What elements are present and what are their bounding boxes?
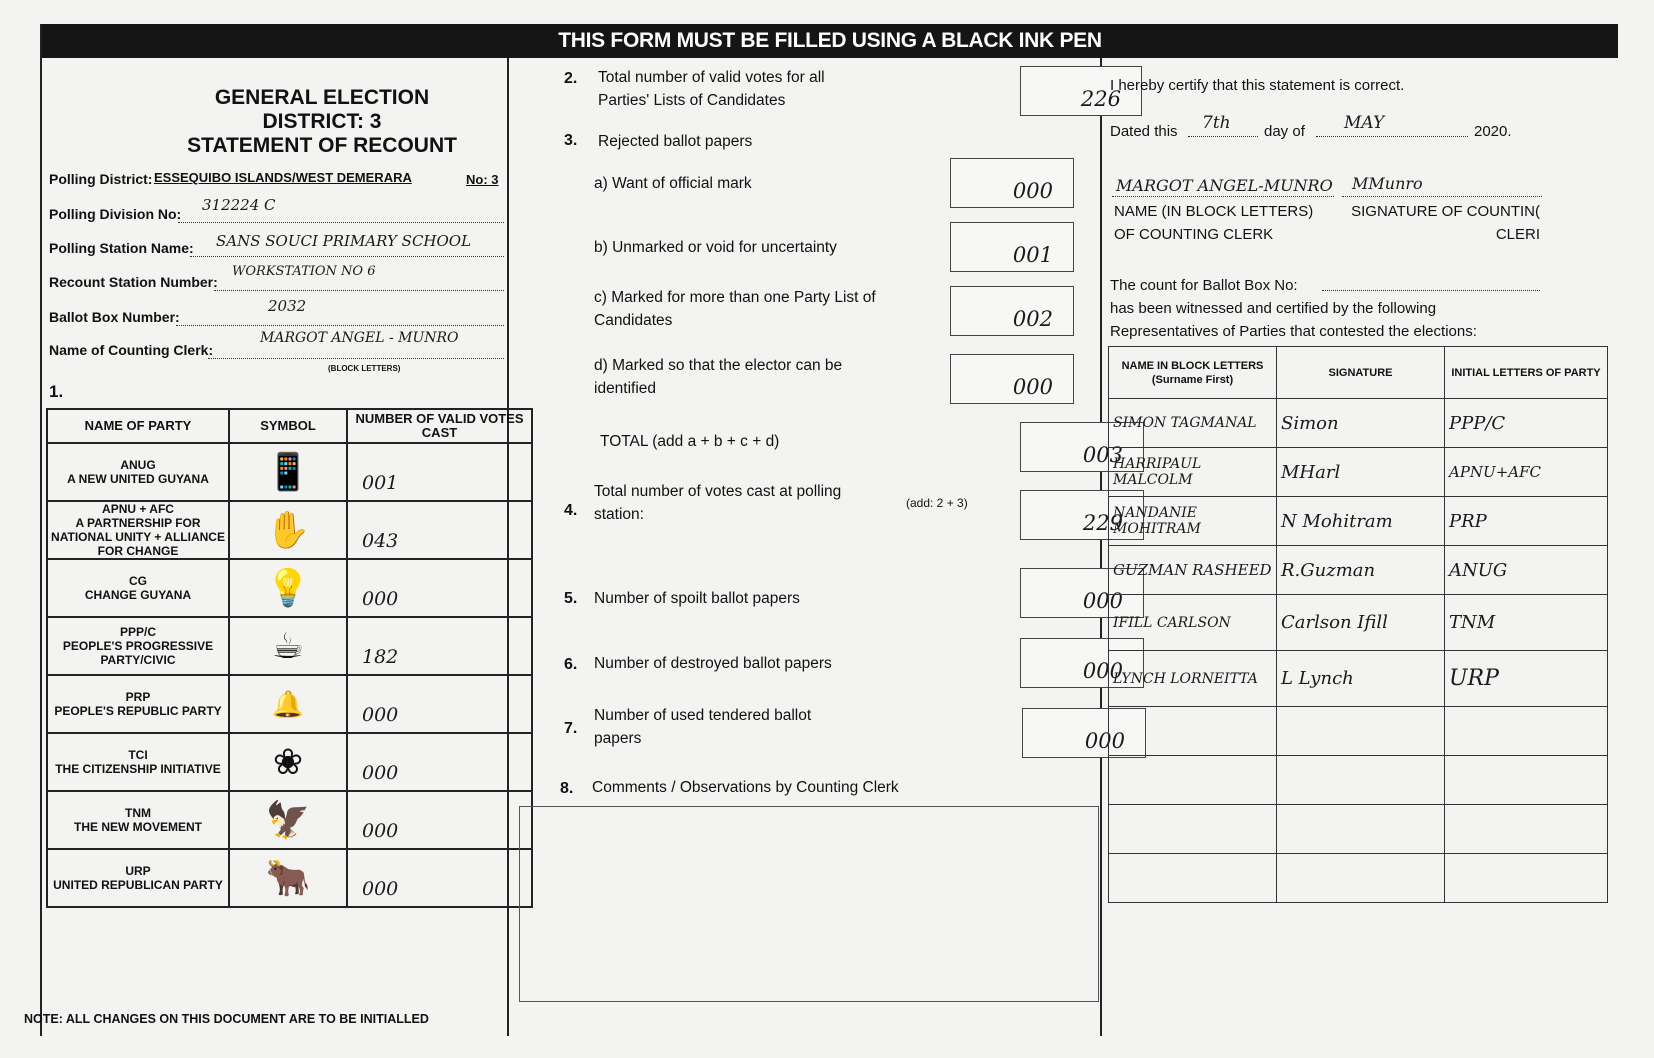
recount-station-line (214, 290, 504, 291)
party-row-anug (47, 443, 532, 501)
item-3-text: Rejected ballot papers (598, 133, 753, 150)
party-table-header (47, 409, 532, 443)
party-name-cell (47, 791, 229, 849)
dated-label: Dated this (1110, 123, 1178, 140)
unmarked-void-box (950, 222, 1074, 272)
rep-signature (1277, 756, 1445, 805)
item-4-line-1: Total number of votes cast at polling (594, 483, 842, 500)
rep-signature (1277, 805, 1445, 854)
counting-clerk-value: MARGOT ANGEL - MUNRO (260, 330, 459, 346)
total-rejected-text: TOTAL (add a + b + c + d) (600, 433, 780, 450)
rep-name (1109, 756, 1277, 805)
rep-row (1109, 448, 1608, 497)
dated-month-value: MAY (1344, 113, 1385, 133)
rep-row (1109, 595, 1608, 651)
party-full-name: UNITED REPUBLICAN PARTY (53, 878, 223, 892)
spoilt-ballots-value: 000 (1082, 589, 1123, 613)
title-line-1: GENERAL ELECTION (214, 86, 430, 109)
rep-signature: Simon (1277, 399, 1445, 448)
item-2-line-2: Parties' Lists of Candidates (598, 92, 786, 109)
party-full-name: CHANGE GUYANA (84, 588, 192, 602)
polling-district-label: Polling District: (49, 171, 153, 187)
rep-party (1445, 854, 1608, 903)
party-votes: 000 (347, 675, 532, 733)
rep-name (1109, 805, 1277, 854)
party-row-tci (47, 733, 532, 791)
hand-key-icon: ✋ (229, 501, 347, 559)
form-title (172, 86, 472, 158)
item-3d-line-1: d) Marked so that the elector can be (594, 357, 843, 374)
rep-row (1109, 651, 1608, 707)
party-votes: 000 (347, 791, 532, 849)
party-name-cell (47, 675, 229, 733)
party-name-cell (47, 733, 229, 791)
item-2-text (598, 66, 825, 112)
item-7-line-1: Number of used tendered ballot (594, 707, 812, 724)
item-7-text (594, 704, 811, 750)
party-votes-table (46, 408, 533, 908)
count-line-2: has been witnessed and certified by the following (1110, 300, 1437, 317)
clerk-name-value: MARGOT ANGEL-MUNRO (1116, 176, 1333, 195)
header-symbol: SYMBOL (229, 409, 347, 443)
party-row-urp (47, 849, 532, 907)
recount-station-label: Recount Station Number: (49, 274, 218, 290)
rep-party: URP (1445, 651, 1608, 707)
rep-row-empty (1109, 756, 1608, 805)
party-abbr: ANUG (120, 458, 156, 472)
item-7-line-2: papers (594, 730, 642, 747)
lantern-icon: 🔔 (229, 675, 347, 733)
eagle-icon: 🦅 (229, 791, 347, 849)
party-votes: 182 (347, 617, 532, 675)
party-full-name: THE CITIZENSHIP INITIATIVE (55, 762, 221, 776)
item-6-number: 6. (564, 656, 578, 673)
party-abbr: PRP (125, 690, 151, 704)
item-5-text: Number of spoilt ballot papers (594, 590, 800, 607)
elector-identified-box (950, 354, 1074, 404)
rep-row (1109, 497, 1608, 546)
comments-box[interactable] (519, 806, 1099, 1002)
rep-signature: Carlson Ifill (1277, 595, 1445, 651)
want-official-mark-box (950, 158, 1074, 208)
party-row-prp (47, 675, 532, 733)
polling-station-line (190, 256, 504, 257)
rep-name (1109, 707, 1277, 756)
party-votes: 043 (347, 501, 532, 559)
rep-row (1109, 546, 1608, 595)
item-3d-text (594, 354, 842, 400)
column-divider-right (1100, 58, 1102, 1036)
item-4-line-2: station: (594, 506, 644, 523)
rep-row-empty (1109, 805, 1608, 854)
cup-icon: ☕ (229, 617, 347, 675)
rep-name: IFILL CARLSON (1109, 595, 1277, 651)
item-7-number: 7. (564, 720, 578, 737)
item-3a-text: a) Want of official mark (594, 175, 752, 192)
party-name-cell (47, 501, 229, 559)
clerk-name-line (1112, 196, 1334, 197)
polling-district-value: ESSEQUIBO ISLANDS/WEST DEMERARA (154, 170, 412, 185)
title-line-2: DISTRICT: 3 (262, 110, 382, 133)
bull-icon: 🐂 (229, 849, 347, 907)
rep-name: GUZMAN RASHEED (1109, 546, 1277, 595)
item-5-number: 5. (564, 590, 578, 607)
rep-signature: N Mohitram (1277, 497, 1445, 546)
clerk-name-label-1: NAME (IN BLOCK LETTERS) (1114, 203, 1314, 220)
rep-party: PRP (1445, 497, 1608, 546)
clerk-name-label-2: OF COUNTING CLERK (1114, 226, 1274, 243)
year-text: 2020. (1474, 123, 1512, 140)
party-full-name: A NEW UNITED GUYANA (67, 472, 209, 486)
form-banner: THIS FORM MUST BE FILLED USING A BLACK INK PEN (42, 24, 1618, 58)
party-representatives-table (1108, 346, 1608, 903)
item-2-line-1: Total number of valid votes for all (598, 69, 825, 86)
party-abbr: TCI (128, 748, 148, 762)
rep-party: ANUG (1445, 546, 1608, 595)
clerk-signature-label (1350, 200, 1540, 246)
total-votes-cast-value: 229 (1082, 511, 1123, 535)
item-6-text: Number of destroyed ballot papers (594, 655, 832, 672)
polling-division-line (178, 222, 504, 223)
count-line-3: Representatives of Parties that contested the elections: (1110, 323, 1477, 340)
item-3c-line-1: c) Marked for more than one Party List of (594, 289, 876, 306)
count-witness-text (1110, 274, 1477, 343)
rep-name: SIMON TAGMANAL (1109, 399, 1277, 448)
party-votes: 000 (347, 559, 532, 617)
header-rep-signature: SIGNATURE (1277, 347, 1445, 399)
header-rep-name: NAME IN BLOCK LETTERS (Surname First) (1109, 347, 1277, 399)
party-row-pppc (47, 617, 532, 675)
rep-signature (1277, 707, 1445, 756)
clerk-signature-label-1: SIGNATURE OF COUNTIN( (1351, 203, 1540, 220)
party-row-tnm (47, 791, 532, 849)
party-name-cell (47, 443, 229, 501)
counting-clerk-label: Name of Counting Clerk: (49, 342, 214, 358)
item-8-number: 8. (560, 780, 574, 797)
total-rejected-value: 003 (1082, 443, 1123, 467)
title-line-3: STATEMENT OF RECOUNT (187, 134, 457, 157)
clerk-name-label (1114, 200, 1313, 246)
section-1-number: 1. (49, 382, 64, 401)
ballot-box-label: Ballot Box Number: (49, 309, 180, 325)
item-3d-line-2: identified (594, 380, 657, 397)
item-3c-line-2: Candidates (594, 312, 673, 329)
rep-table-header (1109, 347, 1608, 399)
rep-party: TNM (1445, 595, 1608, 651)
destroyed-ballots-value: 000 (1082, 659, 1123, 683)
dated-day-line (1188, 136, 1258, 137)
valid-votes-value: 226 (1080, 87, 1121, 111)
want-official-mark-value: 000 (1012, 179, 1053, 203)
party-full-name: PEOPLE'S PROGRESSIVE PARTY/CIVIC (62, 639, 214, 667)
rep-signature: R.Guzman (1277, 546, 1445, 595)
lotus-icon: ❀ (229, 733, 347, 791)
certify-text: I hereby certify that this statement is correct. (1110, 77, 1405, 94)
dated-day-value: 7th (1202, 113, 1231, 133)
party-abbr: APNU + AFC (102, 502, 174, 516)
clerk-signature-label-2: CLERI (1495, 226, 1540, 243)
count-line-1: The count for Ballot Box No: (1110, 277, 1298, 294)
party-name-cell (47, 617, 229, 675)
header-party-name: NAME OF PARTY (47, 409, 229, 443)
lightbulb-icon: 💡 (229, 559, 347, 617)
party-full-name: PEOPLE'S REPUBLIC PARTY (54, 704, 222, 718)
rep-name: NANDANIE MOHITRAM (1109, 497, 1277, 546)
polling-division-label: Polling Division No: (49, 206, 182, 222)
rep-name: HARRIPAUL MALCOLM (1109, 448, 1277, 497)
count-ballot-box-line (1322, 290, 1540, 291)
rep-row (1109, 399, 1608, 448)
party-abbr: PPP/C (119, 625, 156, 639)
rep-name (1109, 854, 1277, 903)
rep-row-empty (1109, 854, 1608, 903)
party-abbr: TNM (125, 806, 151, 820)
polling-division-value: 312224 C (202, 196, 276, 214)
rep-party: APNU+AFC (1445, 448, 1608, 497)
phone-icon: 📱 (229, 443, 347, 501)
party-name-cell (47, 559, 229, 617)
day-of-label: day of (1264, 123, 1305, 140)
marked-multiple-box (950, 286, 1074, 336)
block-letters-note: (BLOCK LETTERS) (328, 364, 401, 373)
rep-signature (1277, 854, 1445, 903)
rep-row-empty (1109, 707, 1608, 756)
polling-station-value: SANS SOUCI PRIMARY SCHOOL (216, 232, 472, 250)
recount-form (24, 24, 1616, 1036)
rep-party (1445, 707, 1608, 756)
party-abbr: URP (125, 864, 151, 878)
initial-changes-note: NOTE: ALL CHANGES ON THIS DOCUMENT ARE TO BE INITIALLED (24, 1012, 429, 1026)
tendered-ballots-value: 000 (1084, 729, 1125, 753)
rep-party: PPP/C (1445, 399, 1608, 448)
clerk-signature-value: MMunro (1352, 174, 1423, 193)
party-full-name: A PARTNERSHIP FOR NATIONAL UNITY + ALLIANCE FOR CHANGE (51, 516, 225, 558)
item-3-number: 3. (564, 132, 578, 149)
item-8-text: Comments / Observations by Counting Clerk (592, 779, 899, 796)
party-full-name: THE NEW MOVEMENT (74, 820, 202, 834)
rep-signature: MHarl (1277, 448, 1445, 497)
header-rep-party: INITIAL LETTERS OF PARTY (1445, 347, 1608, 399)
unmarked-void-value: 001 (1012, 243, 1053, 267)
dated-month-line (1316, 136, 1468, 137)
party-name-cell (47, 849, 229, 907)
marked-multiple-value: 002 (1012, 307, 1053, 331)
rep-signature: L Lynch (1277, 651, 1445, 707)
item-4-text (594, 480, 841, 526)
party-votes: 001 (347, 443, 532, 501)
header-valid-votes: NUMBER OF VALID VOTES CAST (347, 409, 532, 443)
item-2-number: 2. (564, 70, 578, 87)
rep-party (1445, 756, 1608, 805)
clerk-signature-line (1342, 196, 1542, 197)
rep-name: LYNCH LORNEITTA (1109, 651, 1277, 707)
item-3b-text: b) Unmarked or void for uncertainty (594, 239, 837, 256)
recount-station-value: WORKSTATION NO 6 (232, 264, 376, 279)
item-3c-text (594, 286, 876, 332)
party-abbr: CG (129, 574, 147, 588)
ballot-box-line (176, 325, 504, 326)
party-row-apnu-afc (47, 501, 532, 559)
elector-identified-value: 000 (1012, 375, 1053, 399)
polling-station-label: Polling Station Name: (49, 240, 194, 256)
item-4-number: 4. (564, 502, 578, 519)
party-votes: 000 (347, 733, 532, 791)
item-4-add-note: (add: 2 + 3) (906, 496, 968, 510)
counting-clerk-line (208, 358, 504, 359)
party-votes: 000 (347, 849, 532, 907)
party-row-cg (47, 559, 532, 617)
rep-party (1445, 805, 1608, 854)
district-no: No: 3 (466, 172, 499, 187)
ballot-box-value: 2032 (268, 297, 307, 315)
